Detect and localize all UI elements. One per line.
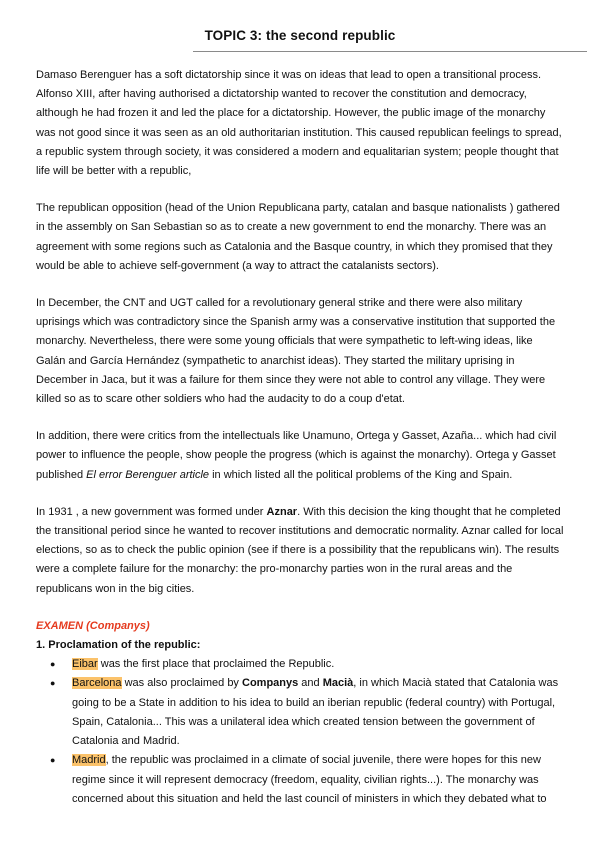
text-run: . With this decision the king thought that he completed the transitional period since he wanted to recover institutions and democratic normality. Aznar called for local elections, so as to check the public opinion (see if there is a possibility that the republicans win). The results were a complete failure for the monarchy: the pro-monarchy parties won in the rural areas and the republicans won in the big cities. <box>36 505 564 595</box>
paragraph-intellectuals <box>36 427 564 485</box>
paragraph-gap <box>36 485 564 503</box>
text-run: was also proclaimed by <box>121 677 242 690</box>
bold-name: Companys <box>242 677 299 690</box>
paragraph-gap <box>36 181 564 199</box>
bold-name: Aznar <box>266 505 298 518</box>
highlighted-place: Eibar <box>72 658 98 671</box>
text-run: In addition, there were critics from the intellectuals like Unamuno, Ortega y Gasset, Azaña... which had civil power to influence the people, show people the progress (which is against the monarchy). Ortega y Gasset published <box>36 430 557 481</box>
text-run: was the first place that proclaimed the Republic. <box>97 658 335 671</box>
paragraph-aznar <box>36 503 564 599</box>
bold-name: Macià <box>322 677 354 690</box>
paragraph-gap <box>36 409 564 427</box>
highlighted-place: Barcelona <box>72 677 122 690</box>
document-body <box>36 66 564 809</box>
paragraph-gap <box>36 276 564 294</box>
list-item <box>72 674 564 751</box>
paragraph-uprisings: In December, the CNT and UGT called for a revolutionary general strike and there were also military uprisings which was contradictory since the Spanish army was a conservative institution that supported the monarchy. Nevertheless, there were some young officials that were sympathetic to left-wing ideas, like Galán and García Hernández (sympathetic to anarchist ideas). They started the military uprising in December in Jaca, but it was a failure for them since they were not able to control any village. They were killed so as to scare other soldiers who had the audacity to do a coup d'etat. <box>36 297 556 406</box>
highlighted-place: Madrid <box>72 754 106 767</box>
list-item <box>72 655 564 674</box>
paragraph-berenguer: Damaso Berenguer has a soft dictatorship since it was on ideas that lead to open a transitional process. Alfonso XIII, after having authorised a dictatorship wanted to recover the constitution and democracy, although he had frozen it and led the place for a dictatorship. However, the public image of the monarchy was not good since it was seen as an old authoritarian institution. This caused republican feelings to spread, a republic system through society, it was considered a modern and equalitarian system; people thought that life will be better with a republic, <box>36 69 562 178</box>
text-run: in which listed all the political problems of the King and Spain. <box>209 468 513 481</box>
list-item <box>72 751 564 809</box>
exam-heading: EXAMEN (Companys) <box>36 619 150 632</box>
text-run: and <box>298 677 323 690</box>
paragraph-opposition: The republican opposition (head of the Union Republicana party, catalan and basque nationalists ) gathered in the assembly on San Sebastian so as to create a new government to end the monarchy. There was an agreement with some regions such as Catalonia and the Basque country, in which they promised that they would be able to achieve self-government (a way to attract the catalanists sectors). <box>36 202 560 272</box>
paragraph-gap <box>36 599 564 617</box>
title-divider <box>193 51 587 52</box>
text-run: , in which Macià stated that Catalonia was going to be a State in addition to his idea to build an iberian republic (federal country) with Portugal, Spain, Catalonia... This was a unilateral idea which created tension between the government of Catalonia and Madrid. <box>72 677 559 748</box>
italic-title: El error Berenguer article <box>86 468 210 481</box>
text-run: In 1931 , a new government was formed under <box>36 505 267 518</box>
section-heading: 1. Proclamation of the republic: <box>36 639 201 652</box>
text-run: , the republic was proclaimed in a climate of social juvenile, there were hopes for this new regime since it will represent democracy (freedom, equality, civilian rights...). The monarchy was concerned about this situation and held the last council of ministers in which they debated what to <box>72 754 547 805</box>
page-title: TOPIC 3: the second republic <box>204 28 396 43</box>
bullet-list <box>36 655 564 809</box>
